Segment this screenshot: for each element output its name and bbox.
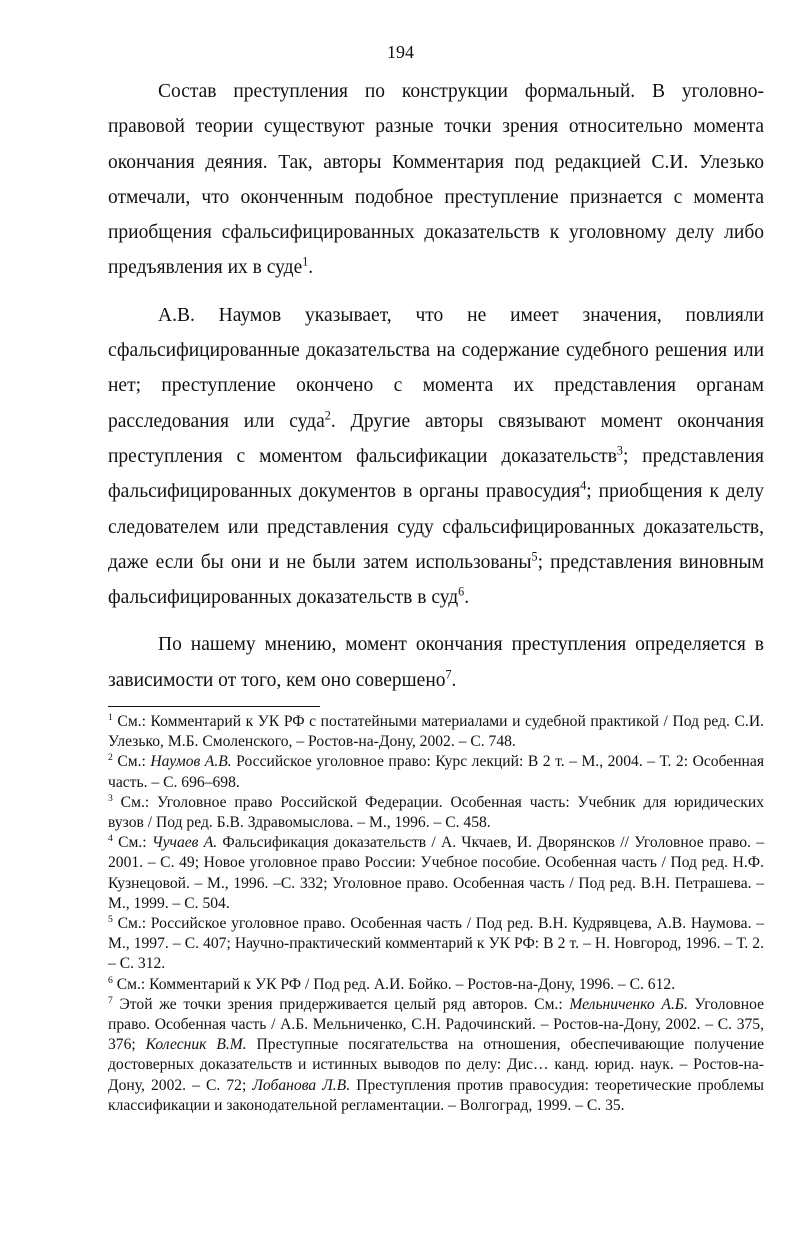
author-name: Чучаев А. <box>151 834 218 852</box>
text-run: Преступные посягательства на отношения, обеспечивающие получение достоверных доказательств и истинных выводов по делу: Дис… канд. юрид. наук. – Ростов-на-Дону, 2002. – С. 72; <box>108 1036 764 1094</box>
body-text <box>108 74 764 710</box>
footnote <box>108 914 764 975</box>
text-run: См.: Уголовное право Российской Федерации. Особенная часть: Учебник для юридических вузов / Под ред. Б.В. Здравомыслова. – М., 1996. – С. 458. <box>108 793 764 832</box>
paragraph <box>108 627 764 698</box>
footnote-marker: 5 <box>531 549 538 564</box>
footnotes <box>108 712 764 1116</box>
footnote-marker: 3 <box>616 443 623 458</box>
author-name: Мельниченко А.Б. <box>569 995 688 1013</box>
text-run: См.: Комментарий к УК РФ / Под ред. А.И. Бойко. – Ростов-на-Дону, 1996. – С. 612. <box>112 975 676 993</box>
footnote-marker: 6 <box>458 584 465 599</box>
footnote-marker: 7 <box>108 994 113 1006</box>
text-run: Российское уголовное право: Курс лекций: В 2 т. – М., 2004. – Т. 2: Особенная часть. – С. 696–698. <box>108 753 764 791</box>
page-number: 194 <box>387 42 414 62</box>
author-name: Колесник В.М. <box>145 1036 247 1054</box>
footnote-marker: 7 <box>445 667 452 682</box>
footnote <box>108 833 764 914</box>
footnote-marker: 1 <box>302 254 309 269</box>
text-run: ; приобщения к делу следователем или представления суду сфальсифицированных доказательств, даже если бы они и не были затем использованы <box>108 481 764 573</box>
text-run: Этой же точки зрения придерживается целый ряд авторов. См.: <box>112 995 570 1013</box>
text-run: ; представления виновным фальсифицированных доказательств в суд <box>108 551 764 609</box>
paragraph <box>108 298 764 616</box>
paragraph <box>108 74 764 286</box>
footnote-marker: 6 <box>108 974 113 986</box>
author-name: Лобанова Л.В. <box>252 1076 351 1094</box>
footnote-marker: 3 <box>108 792 113 804</box>
text-run: . <box>308 257 314 279</box>
footnote-marker: 1 <box>108 711 113 723</box>
footnote <box>108 712 764 752</box>
footnote <box>108 752 764 792</box>
footnote-marker: 2 <box>108 752 113 764</box>
text-run: См.: Комментарий к УК РФ с постатейными материалами и судебной практикой / Под ред. С.И. Улезько, М.Б. Смоленского, – Ростов-на-Дону, 2002. – С. 748. <box>108 713 764 751</box>
text-run: А.В. Наумов указывает, что не имеет значения, повлияли сфальсифицированные доказательства на содержание судебного решения или нет; преступление окончено с момента их представления органам расследования или суда <box>108 304 764 432</box>
footnote-marker: 2 <box>324 408 331 423</box>
text-run: Состав преступления по конструкции формальный. В уголовно-правовой теории существуют разные точки зрения относительно момента окончания деяния. Так, авторы Комментария под редакцией С.И. Улезько отмечали, что оконченным подобное преступление признается с момента приобщения сфальсифицированных доказательств к уголовному делу либо предъявления их в суде <box>108 81 764 279</box>
text-run: ; представления фальсифицированных документов в органы правосудия <box>108 445 765 503</box>
footnote <box>108 793 764 833</box>
footnote <box>108 975 764 995</box>
author-name: Наумов А.В. <box>150 753 232 771</box>
footnote <box>108 995 764 1116</box>
text-run: . Другие авторы связывают момент окончания преступления с моментом фальсификации доказательств <box>108 410 765 467</box>
footnote-separator <box>108 706 320 707</box>
text-run: . <box>464 587 470 609</box>
text-run: По нашему мнению, момент окончания преступления определяется в зависимости от того, кем оно совершено <box>108 634 764 691</box>
footnote-marker: 4 <box>580 478 587 493</box>
text-run: См.: Российское уголовное право. Особенная часть / Под ред. В.Н. Кудрявцева, А.В. Наумова. – М., 1997. – С. 407; Научно-практический комментарий к УК РФ: В 2 т. – Н. Новгород, 1996. – Т. 2. – С. 312. <box>108 915 764 973</box>
text-run: . <box>451 669 457 691</box>
text-run: Уголовное право. Особенная часть / А.Б. Мельниченко, С.Н. Радочинский. – Ростов-на-Дону, 2002. – С. 375, 376; <box>108 995 764 1054</box>
text-run: Фальсификация доказательств / А. Чкчаев, И. Дворянсков // Уголовное право. – 2001. – С. 49; Новое уголовное право России: Учебное пособие. Особенная часть / Под ред. Н.Ф. Кузнецовой. – М., 1996. –С. 332; Уголовное право. Особенная часть / Под ред. В.Н. Петрашева. – М., 1999. – С. 504. <box>108 834 765 912</box>
text-run: См.: <box>112 753 151 771</box>
text-run: См.: <box>112 834 152 852</box>
footnote-marker: 5 <box>108 913 113 925</box>
footnote-marker: 4 <box>108 833 113 845</box>
text-run: Преступления против правосудия: теоретические проблемы классификации и законодательной регламентации. – Волгоград, 1999. – С. 35. <box>108 1076 765 1114</box>
